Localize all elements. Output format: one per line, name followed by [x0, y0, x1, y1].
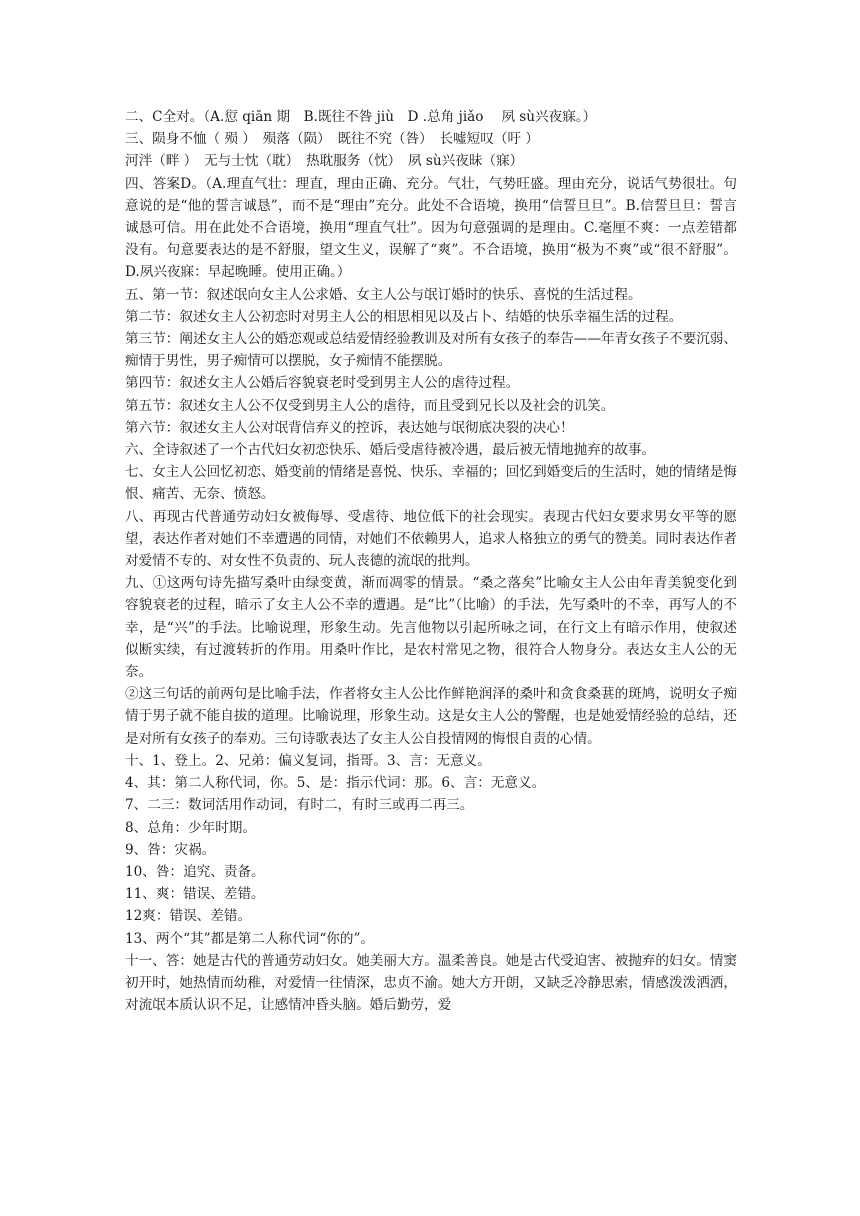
paragraph: 9、咎：灾祸。	[125, 841, 216, 858]
document-page	[125, 106, 737, 1016]
paragraph: 7、二三：数词活用作动词，有时二，有时三或再二再三。	[125, 797, 474, 814]
paragraph: 第四节：叙述女主人公婚后容貌衰老时受到男主人公的虐待过程。	[125, 375, 520, 392]
paragraph: 八、再现古代普通劳动妇女被侮辱、受虐待、地位低下的社会现实。表现古代妇女要求男女平等的愿望，表达作者对她们不幸遭遇的同情，对她们不依赖男人，追求人格独立的勇气的赞美。同时表达作者对爱情不专的、对女性不负责的、玩人丧德的流氓的批判。	[125, 508, 737, 570]
paragraph: 二、C全对。（A.愆 qiān 期 B.既往不咎 jiù D .总角 jiǎo 夙 sù兴夜寐。）	[125, 109, 597, 125]
paragraph: 第六节：叙述女主人公对氓背信弃义的控诉，表达她与氓彻底决裂的决心！	[125, 419, 574, 436]
paragraph: 10、咎：追究、责备。	[125, 863, 265, 880]
paragraph: 六、全诗叙述了一个古代妇女初恋快乐、婚后受虐待被冷遇，最后被无情地抛弃的故事。	[125, 442, 656, 459]
paragraph: 十一、答：她是古代的普通劳动妇女。她美丽大方。温柔善良。她是古代受迫害、被抛弃的妇女。情窦初开时，她热情而幼稚，对爱情一往情深，忠贞不渝。她大方开朗，又缺乏冷静思索，情感泼泼洒洒，对流氓本质认识不足，让感情冲昏头脑。婚后勤劳，爱	[125, 952, 737, 1014]
paragraph: 第五节：叙述女主人公不仅受到男主人公的虐待，而且受到兄长以及社会的讥笑。	[125, 397, 615, 414]
paragraph: 四、答案D。（A.理直气壮：理直，理由正确、充分。气壮，气势旺盛。理由充分，说话气势很壮。句意说的是“他的誓言诚恳”，而不是“理由”充分。此处不合语境，换用“信誓旦旦”。B.信誓旦旦：誓言诚恳可信。用在此处不合语境，换用“理直气壮”。因为句意强调的是理由。C.毫厘不爽：一点差错都没有。句意要表达的是不舒服，望文生义，误解了“爽”。不合语境，换用“极为不爽”或“很不舒服”。 D.夙兴夜寐：早起晚睡。使用正确。）	[125, 175, 737, 281]
paragraph: 8、总角：少年时期。	[125, 819, 256, 836]
paragraph: 七、女主人公回忆初恋、婚变前的情绪是喜悦、快乐、幸福的；回忆到婚变后的生活时，她的情绪是悔恨、痛苦、无奈、愤怒。	[125, 464, 737, 503]
paragraph: 4、其：第二人称代词，你。5、是：指示代词：那。6、言：无意义。	[125, 775, 546, 792]
paragraph: 第三节：阐述女主人公的婚恋观或总结爱情经验教训及对所有女孩子的奉告——年青女孩子不要沉弱、痴情于男性，男子痴情可以摆脱，女子痴情不能摆脱。	[125, 331, 737, 370]
paragraph: 十、1、登上。2、兄弟：偏义复词，指哥。3、言：无意义。	[125, 752, 491, 769]
paragraph: 九、①这两句诗先描写桑叶由绿变黄，渐而凋零的情景。“桑之落矣”比喻女主人公由年青美貌变化到容貌衰老的过程，暗示了女主人公不幸的遭遇。是“比”（比喻）的手法，先写桑叶的不幸，再写人的不幸，是“兴”的手法。比喻说理，形象生动。先言他物以引起所咏之词，在行文上有暗示作用，使叙述似断实续，有过渡转折的作用。用桑叶作比，是农村常见之物，很符合人物身分。表达女主人公的无奈。	[125, 575, 737, 681]
paragraph: 11、爽：错误、差错。	[125, 886, 265, 903]
paragraph: 河泮（畔 ） 无与士忱（耽） 热耽服务（忱） 夙 sù兴夜昧（寐）	[125, 153, 524, 170]
paragraph: 三、陨身不恤（ 殒 ） 殒落（陨） 既往不究（咎） 长噓短叹（吁 ）	[125, 131, 539, 148]
paragraph: ②这三句话的前两句是比喻手法，作者将女主人公比作鲜艳润泽的桑叶和贪食桑葚的斑鸠，说明女子痴情于男子就不能自拔的道理。比喻说理，形象生动。这是女主人公的警醒，也是她爱情经验的总结，还是对所有女孩子的奉劝。三句诗歌表达了女主人公自投情网的悔恨自责的心情。	[125, 686, 737, 747]
paragraph: 13、两个“其”都是第二人称代词“你的”。	[125, 930, 375, 947]
paragraph: 五、第一节：叙述氓向女主人公求婚、女主人公与氓订婚时的快乐、喜悦的生活过程。	[125, 286, 642, 303]
paragraph: 12爽：错误、差错。	[125, 908, 252, 925]
paragraph: 第二节：叙述女主人公初恋时对男主人公的相思相见以及占卜、结婚的快乐幸福生活的过程。	[125, 308, 683, 325]
